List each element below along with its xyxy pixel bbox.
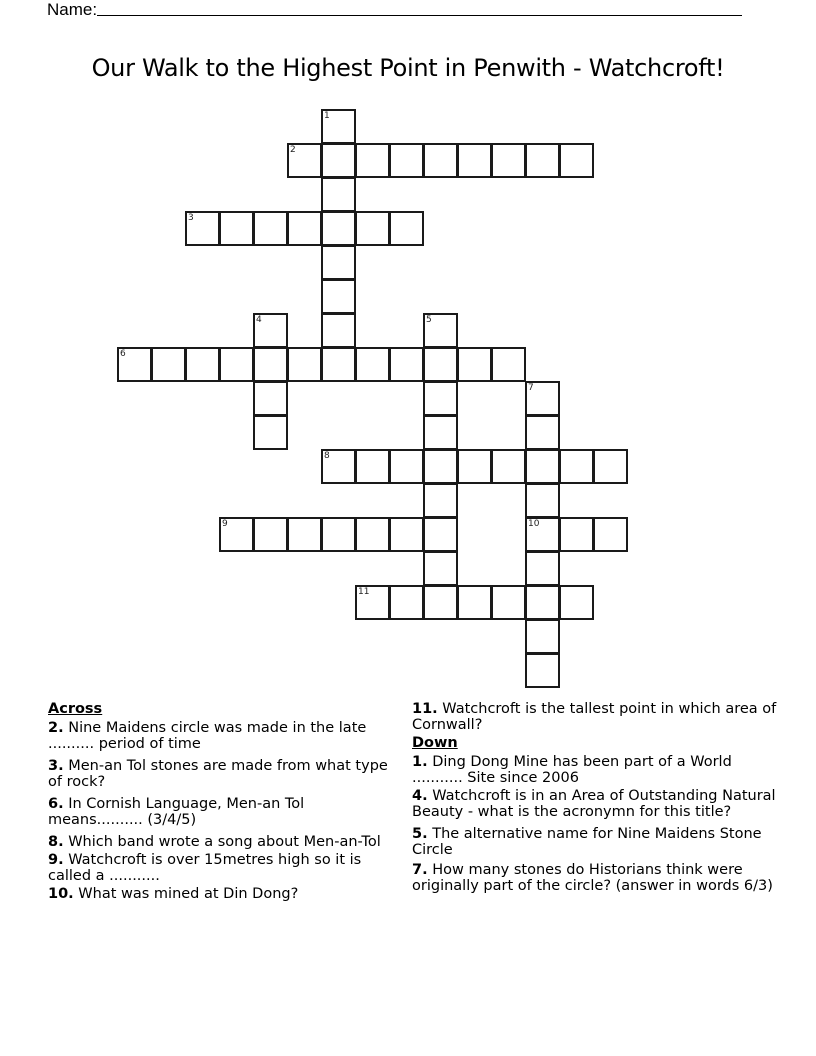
crossword-cell[interactable] — [559, 585, 594, 620]
crossword-cell[interactable] — [389, 211, 424, 246]
crossword-cell[interactable] — [559, 517, 594, 552]
crossword-cell[interactable] — [525, 415, 560, 450]
down-heading: Down — [412, 735, 458, 751]
across-heading: Across — [48, 701, 103, 717]
crossword-cell[interactable] — [355, 585, 390, 620]
crossword-cell[interactable] — [389, 143, 424, 178]
crossword-cell[interactable] — [525, 449, 560, 484]
crossword-cell[interactable] — [491, 585, 526, 620]
clue-down-4: 4. Watchcroft is in an Area of Outstanding Natural Beauty - what is the acronymn for this title? — [412, 788, 776, 820]
crossword-cell[interactable] — [593, 449, 628, 484]
crossword-cell[interactable] — [491, 449, 526, 484]
crossword-cell[interactable] — [423, 381, 458, 416]
clue-across-11: 11. Watchcroft is the tallest point in which area of Cornwall? — [412, 701, 777, 733]
crossword-cell[interactable] — [423, 517, 458, 552]
crossword-cell[interactable] — [355, 347, 390, 382]
clue-across-2: 2. Nine Maidens circle was made in the late .......... period of time — [48, 720, 367, 752]
crossword-cell[interactable] — [253, 517, 288, 552]
crossword-cell[interactable] — [525, 653, 560, 688]
clue-across-9: 9. Watchcroft is over 15metres high so it is called a ........... — [48, 852, 362, 884]
crossword-cell[interactable] — [185, 347, 220, 382]
crossword-cell[interactable] — [253, 211, 288, 246]
crossword-cell[interactable] — [355, 517, 390, 552]
clue-number: 9 — [222, 519, 228, 529]
crossword-cell[interactable] — [525, 381, 560, 416]
crossword-cell[interactable] — [593, 517, 628, 552]
crossword-cell[interactable] — [321, 449, 356, 484]
crossword-cell[interactable] — [457, 143, 492, 178]
crossword-cell[interactable] — [389, 449, 424, 484]
crossword-cell[interactable] — [287, 211, 322, 246]
clue-number: 2 — [290, 145, 296, 155]
crossword-cell[interactable] — [525, 143, 560, 178]
crossword-cell[interactable] — [423, 483, 458, 518]
crossword-cell[interactable] — [525, 551, 560, 586]
crossword-cell[interactable] — [491, 347, 526, 382]
crossword-cell[interactable] — [423, 347, 458, 382]
crossword-cell[interactable] — [321, 347, 356, 382]
clues-right-column — [412, 701, 777, 900]
crossword-cell[interactable] — [321, 517, 356, 552]
crossword-cell[interactable] — [219, 347, 254, 382]
crossword-cell[interactable] — [287, 143, 322, 178]
clue-number: 11 — [358, 587, 370, 597]
crossword-cell[interactable] — [219, 211, 254, 246]
clue-number: 7 — [528, 383, 534, 393]
crossword-cell[interactable] — [117, 347, 152, 382]
crossword-cell[interactable] — [423, 143, 458, 178]
clue-across-8: 8. Which band wrote a song about Men-an-Tol — [48, 834, 381, 850]
clue-across-3: 3. Men-an Tol stones are made from what type of rock? — [48, 758, 388, 790]
crossword-cell[interactable] — [287, 347, 322, 382]
crossword-cell[interactable] — [355, 211, 390, 246]
crossword-cell[interactable] — [525, 483, 560, 518]
crossword-cell[interactable] — [491, 143, 526, 178]
clue-down-7: 7. How many stones do Historians think were originally part of the circle? (answer in words 6/3) — [412, 862, 773, 894]
crossword-cell[interactable] — [423, 449, 458, 484]
crossword-cell[interactable] — [321, 279, 356, 314]
page-title: Our Walk to the Highest Point in Penwith - Watchcroft! — [91, 54, 725, 82]
crossword-cell[interactable] — [321, 245, 356, 280]
clue-number: 6 — [120, 349, 126, 359]
clue-across-10: 10. What was mined at Din Dong? — [48, 886, 299, 902]
crossword-cell[interactable] — [457, 449, 492, 484]
clues-left-column — [48, 701, 393, 908]
crossword-cell[interactable] — [389, 585, 424, 620]
crossword-cell[interactable] — [151, 347, 186, 382]
clue-across-6: 6. In Cornish Language, Men-an Tol means.......... (3/4/5) — [48, 796, 305, 828]
clue-number: 8 — [324, 451, 330, 461]
crossword-cell[interactable] — [253, 347, 288, 382]
crossword-cell[interactable] — [457, 585, 492, 620]
clue-number: 1 — [324, 111, 330, 121]
crossword-cell[interactable] — [389, 517, 424, 552]
crossword-cell[interactable] — [321, 211, 356, 246]
clue-down-1: 1. Ding Dong Mine has been part of a World ........... Site since 2006 — [412, 754, 732, 786]
crossword-cell[interactable] — [559, 449, 594, 484]
crossword-cell[interactable] — [321, 143, 356, 178]
clue-number: 10 — [528, 519, 540, 529]
crossword-cell[interactable] — [423, 415, 458, 450]
crossword-cell[interactable] — [355, 143, 390, 178]
crossword-cell[interactable] — [185, 211, 220, 246]
crossword-cell[interactable] — [525, 619, 560, 654]
crossword-cell[interactable] — [423, 551, 458, 586]
clue-down-5: 5. The alternative name for Nine Maidens Stone Circle — [412, 826, 762, 858]
crossword-cell[interactable] — [253, 313, 288, 348]
crossword-cell[interactable] — [287, 517, 322, 552]
crossword-cell[interactable] — [321, 109, 356, 144]
crossword-cell[interactable] — [253, 415, 288, 450]
crossword-cell[interactable] — [423, 585, 458, 620]
crossword-cell[interactable] — [355, 449, 390, 484]
clue-number: 4 — [256, 315, 262, 325]
crossword-cell[interactable] — [321, 313, 356, 348]
crossword-cell[interactable] — [525, 517, 560, 552]
crossword-cell[interactable] — [321, 177, 356, 212]
name-label: Name: — [47, 0, 98, 19]
crossword-cell[interactable] — [525, 585, 560, 620]
clue-number: 3 — [188, 213, 194, 223]
crossword-cell[interactable] — [559, 143, 594, 178]
crossword-cell[interactable] — [457, 347, 492, 382]
crossword-cell[interactable] — [219, 517, 254, 552]
crossword-cell[interactable] — [253, 381, 288, 416]
clue-number: 5 — [426, 315, 432, 325]
crossword-cell[interactable] — [389, 347, 424, 382]
crossword-cell[interactable] — [423, 313, 458, 348]
